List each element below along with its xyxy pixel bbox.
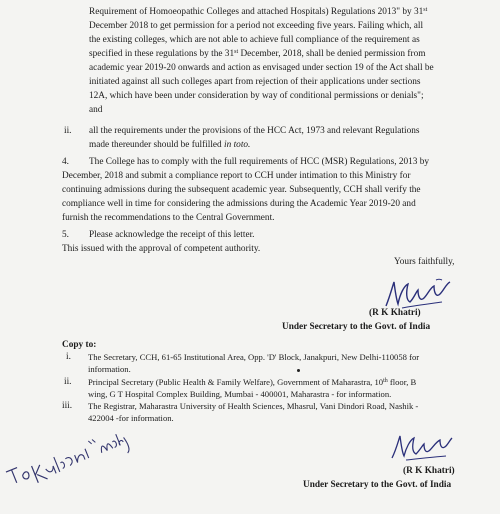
item-ii-line1: all the requirements under the provisions of the HCC Act, 1973 and relevant Regulations (89, 126, 420, 136)
para3-line5: academic year 2019-20 onwards and action as envisaged under section 19 of the Act shall be (89, 63, 434, 73)
copy-item-2-number: ii. (64, 377, 72, 387)
signatory-designation: Under Secretary to the Govt. of India (282, 322, 431, 332)
para3-line6: initiated against all such colleges apart from rejection of their applications under sections (89, 77, 421, 87)
copy-item-1-line1: The Secretary, CCH, 61-65 Institutional Area, Opp. 'D' Block, Janakpuri, New Delhi-110058 for (88, 352, 420, 362)
para3-line4: specified in these regulations by the 31st December, 2018, shall be denied permission from (89, 49, 426, 59)
signatory-name: (R K Khatri) (369, 308, 421, 318)
para4-line1: The College has to comply with the full requirements of HCC (MSR) Regulations, 2013 by (89, 157, 430, 167)
copy-item-2-line1: Principal Secretary (Public Health & Family Welfare), Government of Maharastra, 10th floor, B (88, 377, 417, 387)
signatory2-designation: Under Secretary to the Govt. of India (303, 480, 452, 490)
ink-dot (297, 369, 300, 372)
para5-line1: Please acknowledge the receipt of this letter. (89, 230, 255, 240)
para4-number: 4. (62, 157, 69, 167)
para4-line4: compliance well in time for considering the admissions during the Academic Year 2019-20 and (62, 199, 416, 209)
para4-line5: furnish the recommendations to the Central Government. (62, 213, 275, 223)
para3-line2: December 2018 to get permission for a period not exceeding five years. Failing which, all (89, 21, 424, 31)
item-ii-line2: made thereunder should be fulfilled in toto. (89, 140, 251, 150)
item-ii-number: ii. (64, 126, 72, 136)
para5-line2: This issued with the approval of competent authority. (62, 244, 261, 254)
copy-item-3-line2: 422004 -for information. (88, 413, 174, 423)
copy-item-3-number: iii. (62, 401, 73, 411)
para3-line1: Requirement of Homoeopathic Colleges and attached Hospitals) Regulations 2013" by 31st (89, 7, 428, 17)
copy-item-3-line1: The Registrar, Maharastra University of Health Sciences, Mhasrul, Vani Dindori Road, Nashik - (88, 401, 419, 411)
para3-line7: 12A, which have been under consideration by way of conditional permissions or denials"; (89, 91, 424, 101)
copy-item-1-line2: information. (88, 364, 131, 374)
para4-line3: continuing admissions during the subsequent academic year. Subsequently, CCH shall verify the (62, 185, 421, 195)
para4-line2: December, 2018 and submit a compliance report to CCH under intimation to this Ministry for (62, 171, 411, 181)
signatory2-name: (R K Khatri) (403, 466, 455, 476)
copy-item-1-number: i. (66, 352, 71, 362)
copy-item-2-line2: wing, G T Hospital Complex Building, Mumbai - 400001, Maharastra - for information. (88, 389, 392, 399)
handwritten-note (0, 419, 136, 506)
para3-line3: the existing colleges, which are not able to achieve full compliance of the requirement as (89, 35, 420, 45)
signature-image-2 (388, 432, 454, 466)
para3-line8: and (89, 105, 103, 115)
para5-number: 5. (62, 230, 69, 240)
handwritten-note-image (0, 419, 135, 503)
closing-text: Yours faithfully, (394, 257, 455, 267)
copy-to-heading: Copy to: (62, 340, 97, 350)
